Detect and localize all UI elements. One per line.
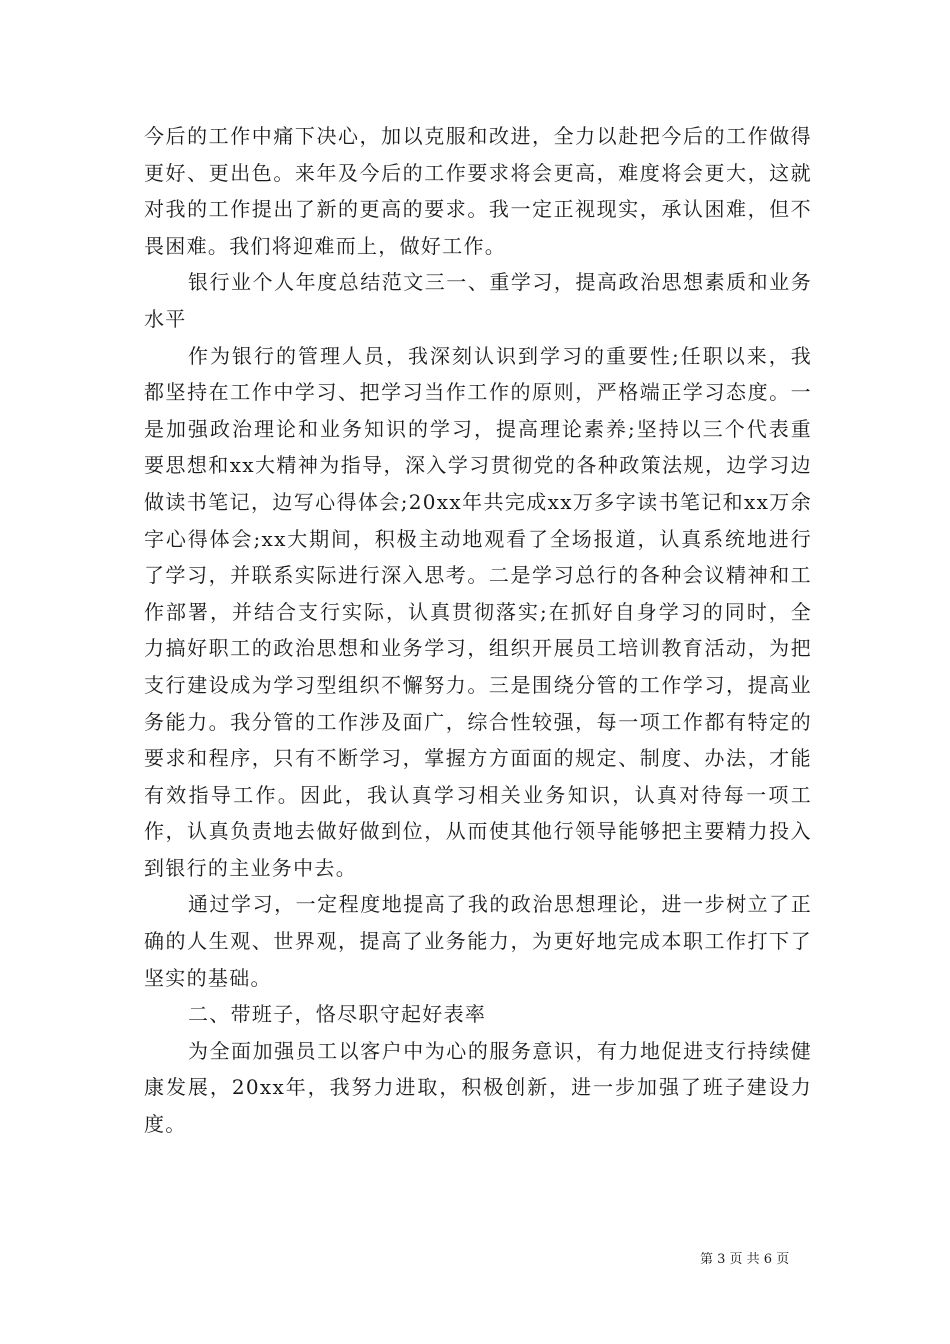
paragraph-learning-result: 通过学习，一定程度地提高了我的政治思想理论，进一步树立了正确的人生观、世界观，提高了业务能力，为更好地完成本职工作打下了坚实的基础。 bbox=[144, 892, 812, 990]
paragraph-subheading-team: 二、带班子，恪尽职守起好表率 bbox=[188, 1002, 487, 1027]
paragraph-team-building: 为全面加强员工以客户中为心的服务意识，有力地促进支行持续健康发展，20xx年，我努力进取，积极创新，进一步加强了班子建设力度。 bbox=[144, 1038, 812, 1137]
paragraph-learning: 作为银行的管理人员，我深刻认识到学习的重要性;任职以来，我都坚持在工作中学习、把学习当作工作的原则，严格端正学习态度。一是加强政治理论和业务知识的学习，提高理论素养;坚持以三个代表重要思想和xx大精神为指导，深入学习贯彻党的各种政策法规，边学习边做读书笔记，边写心得体会;20xx年共完成xx万多字读书笔记和xx万余字心得体会;xx大期间，积极主动地观看了全场报道，认真系统地进行了学习，并联系实际进行深入思考。二是学习总行的各种会议精神和工作部署，并结合支行实际，认真贯彻落实;在抓好自身学习的同时，全力搞好职工的政治思想和业务学习，组织开展员工培训教育活动，为把支行建设成为学习型组织不懈努力。三是围绕分管的工作学习，提高业务能力。我分管的工作涉及面广，综合性较强，每一项工作都有特定的要求和程序，只有不断学习，掌握方方面面的规定、制度、办法，才能有效指导工作。因此，我认真学习相关业务知识，认真对待每一项工作，认真负责地去做好做到位，从而使其他行领导能够把主要精力投入到银行的主业务中去。 bbox=[144, 343, 812, 880]
paragraph-continuation: 今后的工作中痛下决心，加以克服和改进，全力以赴把今后的工作做得更好、更出色。来年及今后的工作要求将会更高，难度将会更大，这就对我的工作提出了新的更高的要求。我一定正视现实，承认困难，但不畏困难。我们将迎难而上，做好工作。 bbox=[144, 124, 812, 258]
document-body bbox=[144, 118, 812, 1143]
paragraph-section-heading: 银行业个人年度总结范文三一、重学习，提高政治思想素质和业务水平 bbox=[144, 270, 812, 331]
page-number: 第 3 页 共 6 页 bbox=[700, 1252, 790, 1267]
